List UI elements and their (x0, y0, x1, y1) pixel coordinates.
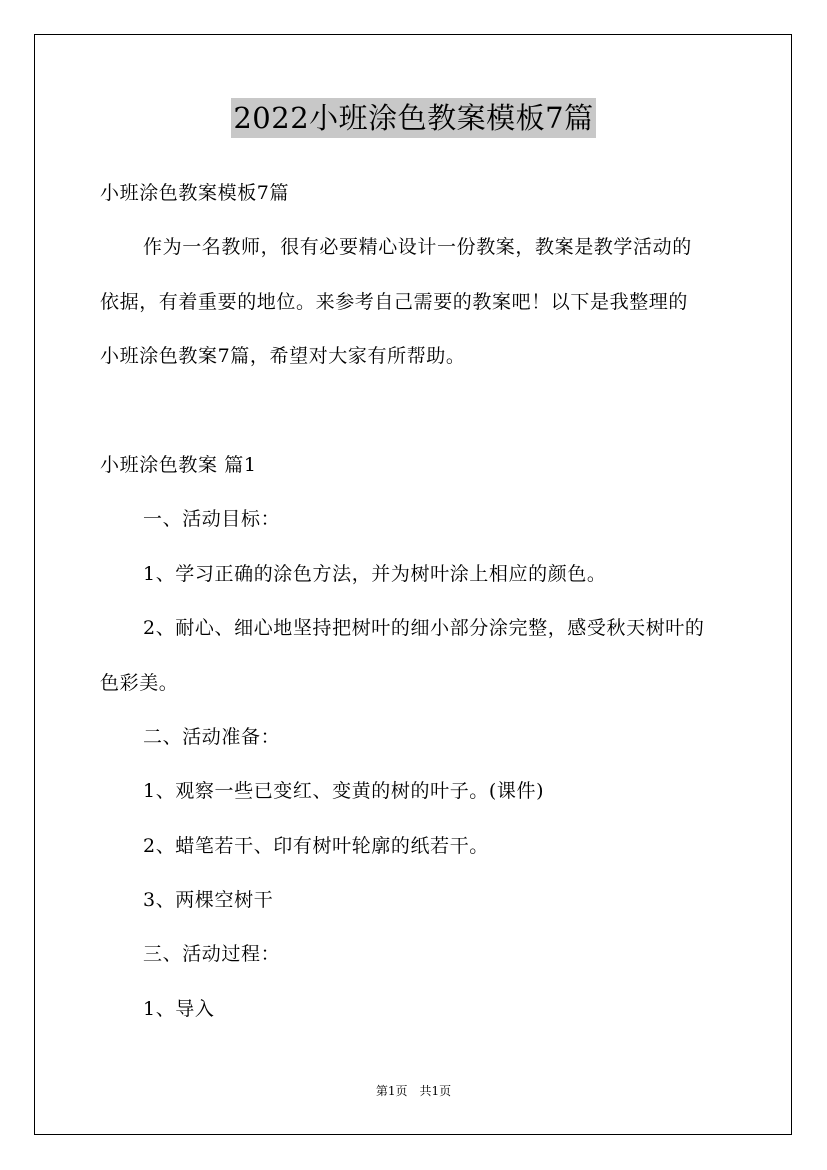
prep-item-3: 3、两棵空树干 (143, 889, 274, 911)
process-item-1: 1、导入 (143, 998, 215, 1020)
prep-item-1: 1、观察一些已变红、变黄的树的叶子。(课件) (143, 780, 545, 802)
title-container (0, 98, 827, 138)
document-title: 2022小班涂色教案模板7篇 (231, 98, 595, 138)
goal-item-2-line-2: 色彩美。 (100, 672, 179, 694)
section-heading: 小班涂色教案 篇1 (100, 454, 257, 476)
process-heading: 三、活动过程： (143, 943, 281, 965)
intro-line-3: 小班涂色教案7篇，希望对大家有所帮助。 (100, 345, 466, 367)
prep-heading: 二、活动准备： (143, 726, 281, 748)
goal-item-2-line-1: 2、耐心、细心地坚持把树叶的细小部分涂完整，感受秋天树叶的 (143, 617, 705, 639)
goals-heading: 一、活动目标： (143, 508, 281, 530)
page-footer: 第1页 共1页 (375, 1084, 452, 1098)
document-subtitle: 小班涂色教案模板7篇 (100, 182, 290, 204)
intro-line-1: 作为一名教师，很有必要精心设计一份教案，教案是教学活动的 (143, 236, 692, 258)
prep-item-2: 2、蜡笔若干、印有树叶轮廓的纸若干。 (143, 835, 489, 857)
goal-item-1: 1、学习正确的涂色方法，并为树叶涂上相应的颜色。 (143, 563, 607, 585)
intro-line-2: 依据，有着重要的地位。来参考自己需要的教案吧！以下是我整理的 (100, 291, 689, 313)
